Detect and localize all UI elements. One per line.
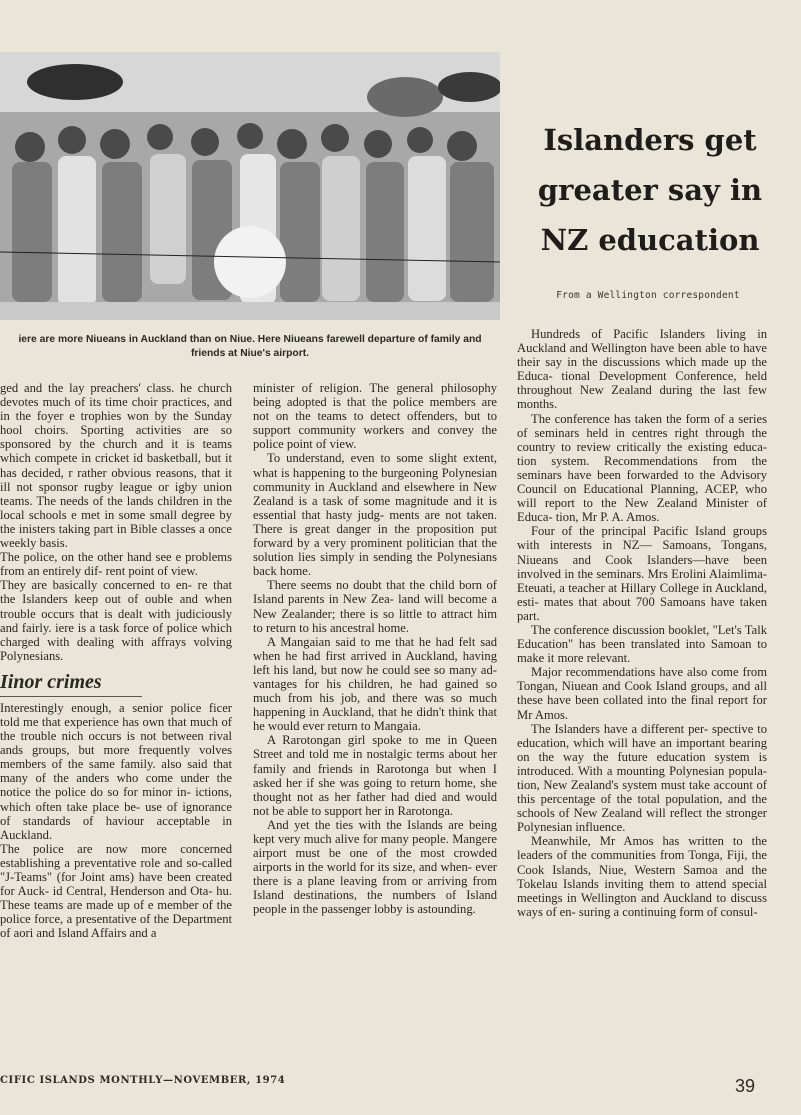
- subhead-minor-crimes: Iinor crimes: [0, 669, 142, 697]
- byline: From a Wellington correspondent: [556, 290, 740, 301]
- paragraph: minister of religion. The general philosophy being adopted is that the police members are not on the teams to detect offenders, but to support community workers and convey the police point of view.: [253, 381, 497, 452]
- paragraph: There seems no doubt that the child born of Island parents in New Zea- land will become a New Zealander; there is so little to attract him to return to his ancestral home.: [253, 578, 497, 635]
- crowd-photo: [0, 52, 500, 320]
- paragraph: Meanwhile, Mr Amos has written to the leaders of the communities from Tonga, Fiji, the Cook Islands, Niue, Western Samoa and the Tokelau Islands inviting them to attend special meetings in Wellington and Auckland to discuss ways of en- suring a continuing form of consul-: [517, 834, 767, 919]
- paragraph: A Rarotongan girl spoke to me in Queen Street and told me in nostalgic terms about her family and friends in Rarotonga but when I asked her if she was going to return home, she thought not as her father had died and would not be able to support her in Rarotonga.: [253, 733, 497, 818]
- paragraph: Interestingly enough, a senior police ficer told me that experience has own that much of the trouble nich occurs is not between rival ands groups, but more frequently volves members of the same family. also said that many of the anders who come under the notice the police do so for minor in- ictions, which often take place be- use of ignorance of standards of haviour acceptable in Auckland.: [0, 700, 232, 842]
- photo-caption: iere are more Niueans in Auckland than on Niue. Here Niueans farewell departure of family and friends at Niue's airport.: [18, 334, 482, 359]
- paragraph: A Mangaian said to me that he had felt sad when he had first arrived in Auckland, having left his land, but now he could see so many ad- vantages for his children, he had gained so much from his job, and there was so much happening in Auckland, that he didn't think that he would ever return to Mangaia.: [253, 634, 497, 734]
- paragraph: They are basically concerned to en- re that the Islanders keep out of ouble and when trouble occurs that is dealt with judiciously and fairly. iere is a task force of police which charged with dealing with affrays volving Polynesians.: [0, 578, 232, 663]
- paragraph: And yet the ties with the Islands are being kept very much alive for many people. Mangere airport must be one of the most crowded airports in the world for its size, and when- ever there is a plane leaving from or arriving from Island destinations, the numbers of Island people in the passenger lobby is astounding.: [253, 817, 497, 917]
- publication-footer: CIFIC ISLANDS MONTHLY—NOVEMBER, 1974: [0, 1075, 286, 1086]
- paragraph: The conference has taken the form of a series of seminars held in centres right through the country to review critically the existing educa- tion system. Recommendations from the seminars have been forwarded to the Advisory Council on Educational Planning, ACEP, who will report to the New Zealand Minister of Educa- tion, Mr P. A. Amos.: [517, 411, 767, 525]
- column-2: [253, 381, 497, 917]
- paragraph: To understand, even to some slight extent, what is happening to the burgeoning Polynesian community in Auckland and elsewhere in New Zealand is a task of some magnitude and it is essential that hasty judg- ments are not taken. There is great danger in the proposition put forward by a very prominent politician that the solution lies simply in sending the Polynesians back home.: [253, 451, 497, 579]
- headline: Islanders get greater say in NZ education: [537, 123, 763, 257]
- paragraph: The conference discussion booklet, "Let's Talk Education" has been translated into Samoan to make it more relevant.: [517, 622, 767, 666]
- paragraph: The Islanders have a different per- spective to education, which will have an important bearing on the way the future education system is introduced. With a mounting Polynesian popula- tion, New Zealand's system must take account of this percentage of the total population, and the schools of New Zealand will reflect the stronger Polynesian influence.: [517, 721, 767, 835]
- column-3: [517, 327, 767, 919]
- paragraph: Hundreds of Pacific Islanders living in Auckland and Wellington have been able to have their say in the discussions which made up the Educa- tional Development Conference, held throughout New Zealand during the last few months.: [517, 327, 767, 412]
- page-number: 39: [735, 1076, 756, 1096]
- paragraph: The police, on the other hand see e problems from an entirely dif- rent point of view.: [0, 550, 232, 579]
- paragraph: ged and the lay preachers' class. he church devotes much of its time choir practices, and in the foyer e trophies won by the Sunday hool choirs. Sporting activities are so sponsored by the church and it is teams which compete in cricket id basketball, but it has decided, r rather obvious reasons, that it ill not sponsor rugby league or igby union teams. The needs of the lands children in the local schools e met in some small degree by the inisters taking part in Bible classes a once weekly basis.: [0, 381, 232, 551]
- paragraph: Major recommendations have also come from Tongan, Niuean and Cook Island groups, and all these have been collated into the final report for Mr Amos.: [517, 665, 767, 722]
- paragraph: Four of the principal Pacific Island groups with interests in NZ— Samoans, Tongans, Niueans and Cook Islanders—have been involved in the seminars. Mrs Erolini Alaimlima-Eteuati, a teacher at Hillary College in Auckland, esti- mates that about 700 Samoans have taken part.: [517, 524, 767, 623]
- paragraph: The police are now more concerned establishing a preventative role and so-called "J-Teams" (for Joint ams) have been created for Auck- id Central, Henderson and Ota- hu. These teams are made up of e member of the police force, a presentative of the Department of aori and Island Affairs and a: [0, 841, 232, 941]
- column-1: [0, 381, 232, 940]
